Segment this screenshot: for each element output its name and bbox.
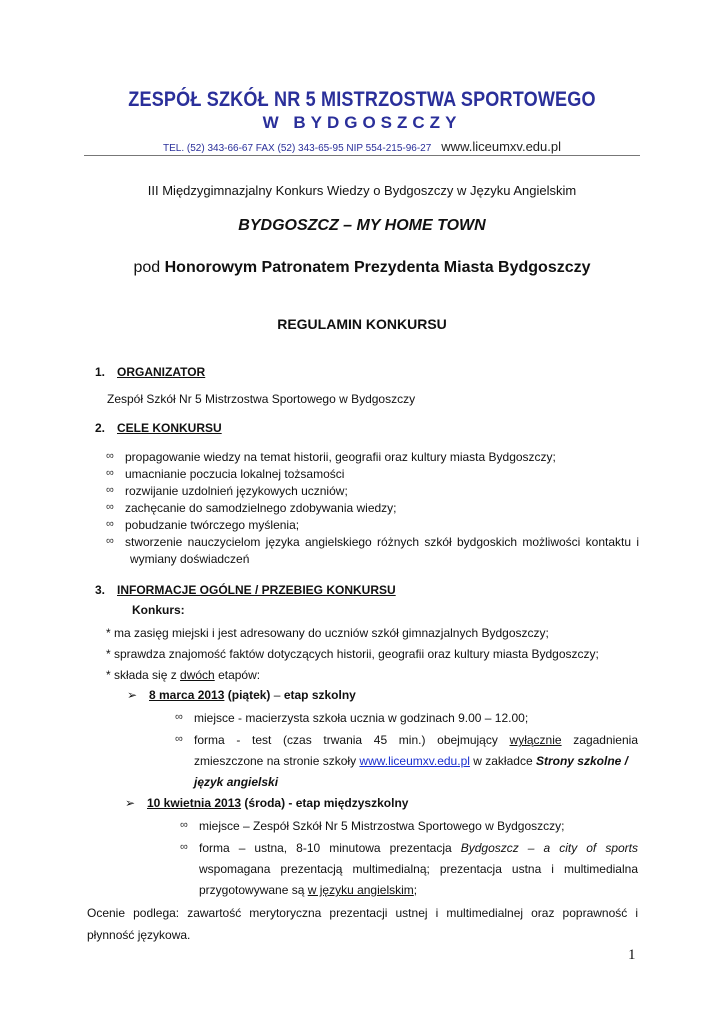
stage-2-form: ∞ forma – ustna, 8-10 minutowa prezentacja Bydgoszcz – a city of sports [180, 841, 638, 855]
school-name: ZESPÓŁ SZKÓŁ NR 5 MISTRZOSTWA SPORTOWEGO [128, 88, 596, 111]
section-goals-heading [95, 421, 222, 435]
infinity-bullet-icon: ∞ [106, 450, 114, 462]
infinity-bullet-icon: ∞ [106, 467, 114, 479]
list-item: ∞ zachęcanie do samodzielnego zdobywania wiedzy; [106, 501, 397, 515]
school-website-link[interactable]: www.liceumxv.edu.pl [359, 754, 470, 768]
infinity-bullet-icon: ∞ [106, 518, 114, 530]
list-item: ∞ pobudzanie twórczego myślenia; [106, 518, 300, 532]
contact-line [0, 139, 724, 154]
stage-name: etap szkolny [283, 688, 356, 702]
infinity-bullet-icon: ∞ [106, 501, 114, 513]
contest-motto: BYDGOSZCZ – MY HOME TOWN [238, 217, 486, 234]
section-organizer-heading [95, 365, 205, 379]
school-city: W BYDGOSZCZY [262, 113, 462, 132]
infinity-bullet-icon: ∞ [106, 535, 114, 547]
list-item: ∞ stworzenie nauczycielom języka angielskiego różnych szkół bydgoskich możliwości kontaktu i [106, 535, 639, 549]
info-line: * ma zasięg miejski i jest adresowany do uczniów szkół gimnazjalnych Bydgoszczy; [106, 626, 549, 640]
stage-1-form-cont: zmieszczone na stronie szkoły www.liceumxv.edu.pl w zakładce Strony szkolne / [194, 754, 628, 768]
patronage-text: Honorowym Patronatem Prezydenta Miasta Bydgoszczy [164, 259, 591, 276]
assessment-text: Ocenie podlega: zawartość merytoryczna prezentacji ustnej i multimedialnej oraz poprawność i [87, 906, 638, 920]
regulations-title: REGULAMIN KONKURSU [277, 316, 447, 332]
stage-day: (środa) [244, 796, 286, 810]
website-link[interactable]: www.liceumxv.edu.pl [441, 139, 561, 154]
stage-date: 8 marca 2013 [149, 688, 225, 702]
organizer-text: Zespół Szkół Nr 5 Mistrzostwa Sportowego w Bydgoszczy [107, 392, 416, 406]
patronage-line [0, 259, 724, 277]
list-item: ∞ rozwijanie uzdolnień językowych uczniów; [106, 484, 348, 498]
infinity-bullet-icon: ∞ [106, 484, 114, 496]
stage-2-place: ∞ miejsce – Zespół Szkół Nr 5 Mistrzostwa Sportowego w Bydgoszczy; [180, 819, 565, 833]
info-line: * sprawdza znajomość faktów dotyczących historii, geografii oraz kultury miasta Bydgoszczy; [106, 647, 599, 661]
section-number: 3. [95, 583, 106, 597]
assessment-text-cont: płynność językowa. [87, 928, 191, 942]
page-number: 1 [628, 947, 636, 963]
list-item-continuation: wymiany doświadczeń [130, 552, 250, 566]
infinity-bullet-icon: ∞ [175, 711, 183, 723]
stage-2-heading [125, 796, 409, 810]
patronage-prefix: pod [133, 259, 161, 276]
section-title: CELE KONKURSU [117, 421, 222, 435]
konkurs-label: Konkurs: [132, 603, 185, 617]
stage-2-form-cont: wspomagana prezentacją multimedialną; prezentacja ustna i multimedialna [199, 862, 638, 876]
stage-date: 10 kwietnia 2013 [147, 796, 242, 810]
arrow-bullet-icon: ➢ [127, 688, 138, 702]
infinity-bullet-icon: ∞ [175, 733, 183, 745]
infinity-bullet-icon: ∞ [180, 819, 188, 831]
section-number: 2. [95, 421, 106, 435]
contact-details: TEL. (52) 343-66-67 FAX (52) 343-65-95 NIP 554-215-96-27 [162, 143, 432, 154]
section-number: 1. [95, 365, 106, 379]
arrow-bullet-icon: ➢ [125, 796, 136, 810]
stage-1-form-cont: język angielski [194, 775, 279, 789]
header-divider [84, 155, 640, 156]
contest-name: III Międzygimnazjalny Konkurs Wiedzy o Bydgoszczy w Języku Angielskim [147, 183, 577, 198]
section-title: ORGANIZATOR [117, 365, 206, 379]
stage-1-form: ∞ forma - test (czas trwania 45 min.) obejmujący wyłącznie zagadnienia [175, 733, 638, 747]
stage-day: (piątek) [227, 688, 271, 702]
list-item: ∞ propagowanie wiedzy na temat historii, geografii oraz kultury miasta Bydgoszczy; [106, 450, 556, 464]
stage-1-heading: ➢ 8 marca 2013 (piątek) – etap szkolny [127, 688, 356, 702]
stage-2-form-cont: przygotowywane są w języku angielskim; [199, 883, 418, 897]
section-title: INFORMACJE OGÓLNE / PRZEBIEG KONKURSU [117, 583, 396, 597]
stage-name: - etap międzyszkolny [285, 796, 409, 810]
section-info-heading [95, 583, 396, 597]
info-line: * składa się z dwóch etapów: [106, 668, 261, 682]
infinity-bullet-icon: ∞ [180, 841, 188, 853]
stage-1-place: ∞ miejsce - macierzysta szkoła ucznia w godzinach 9.00 – 12.00; [175, 711, 529, 725]
list-item: ∞ umacnianie poczucia lokalnej tożsamości [106, 467, 345, 481]
